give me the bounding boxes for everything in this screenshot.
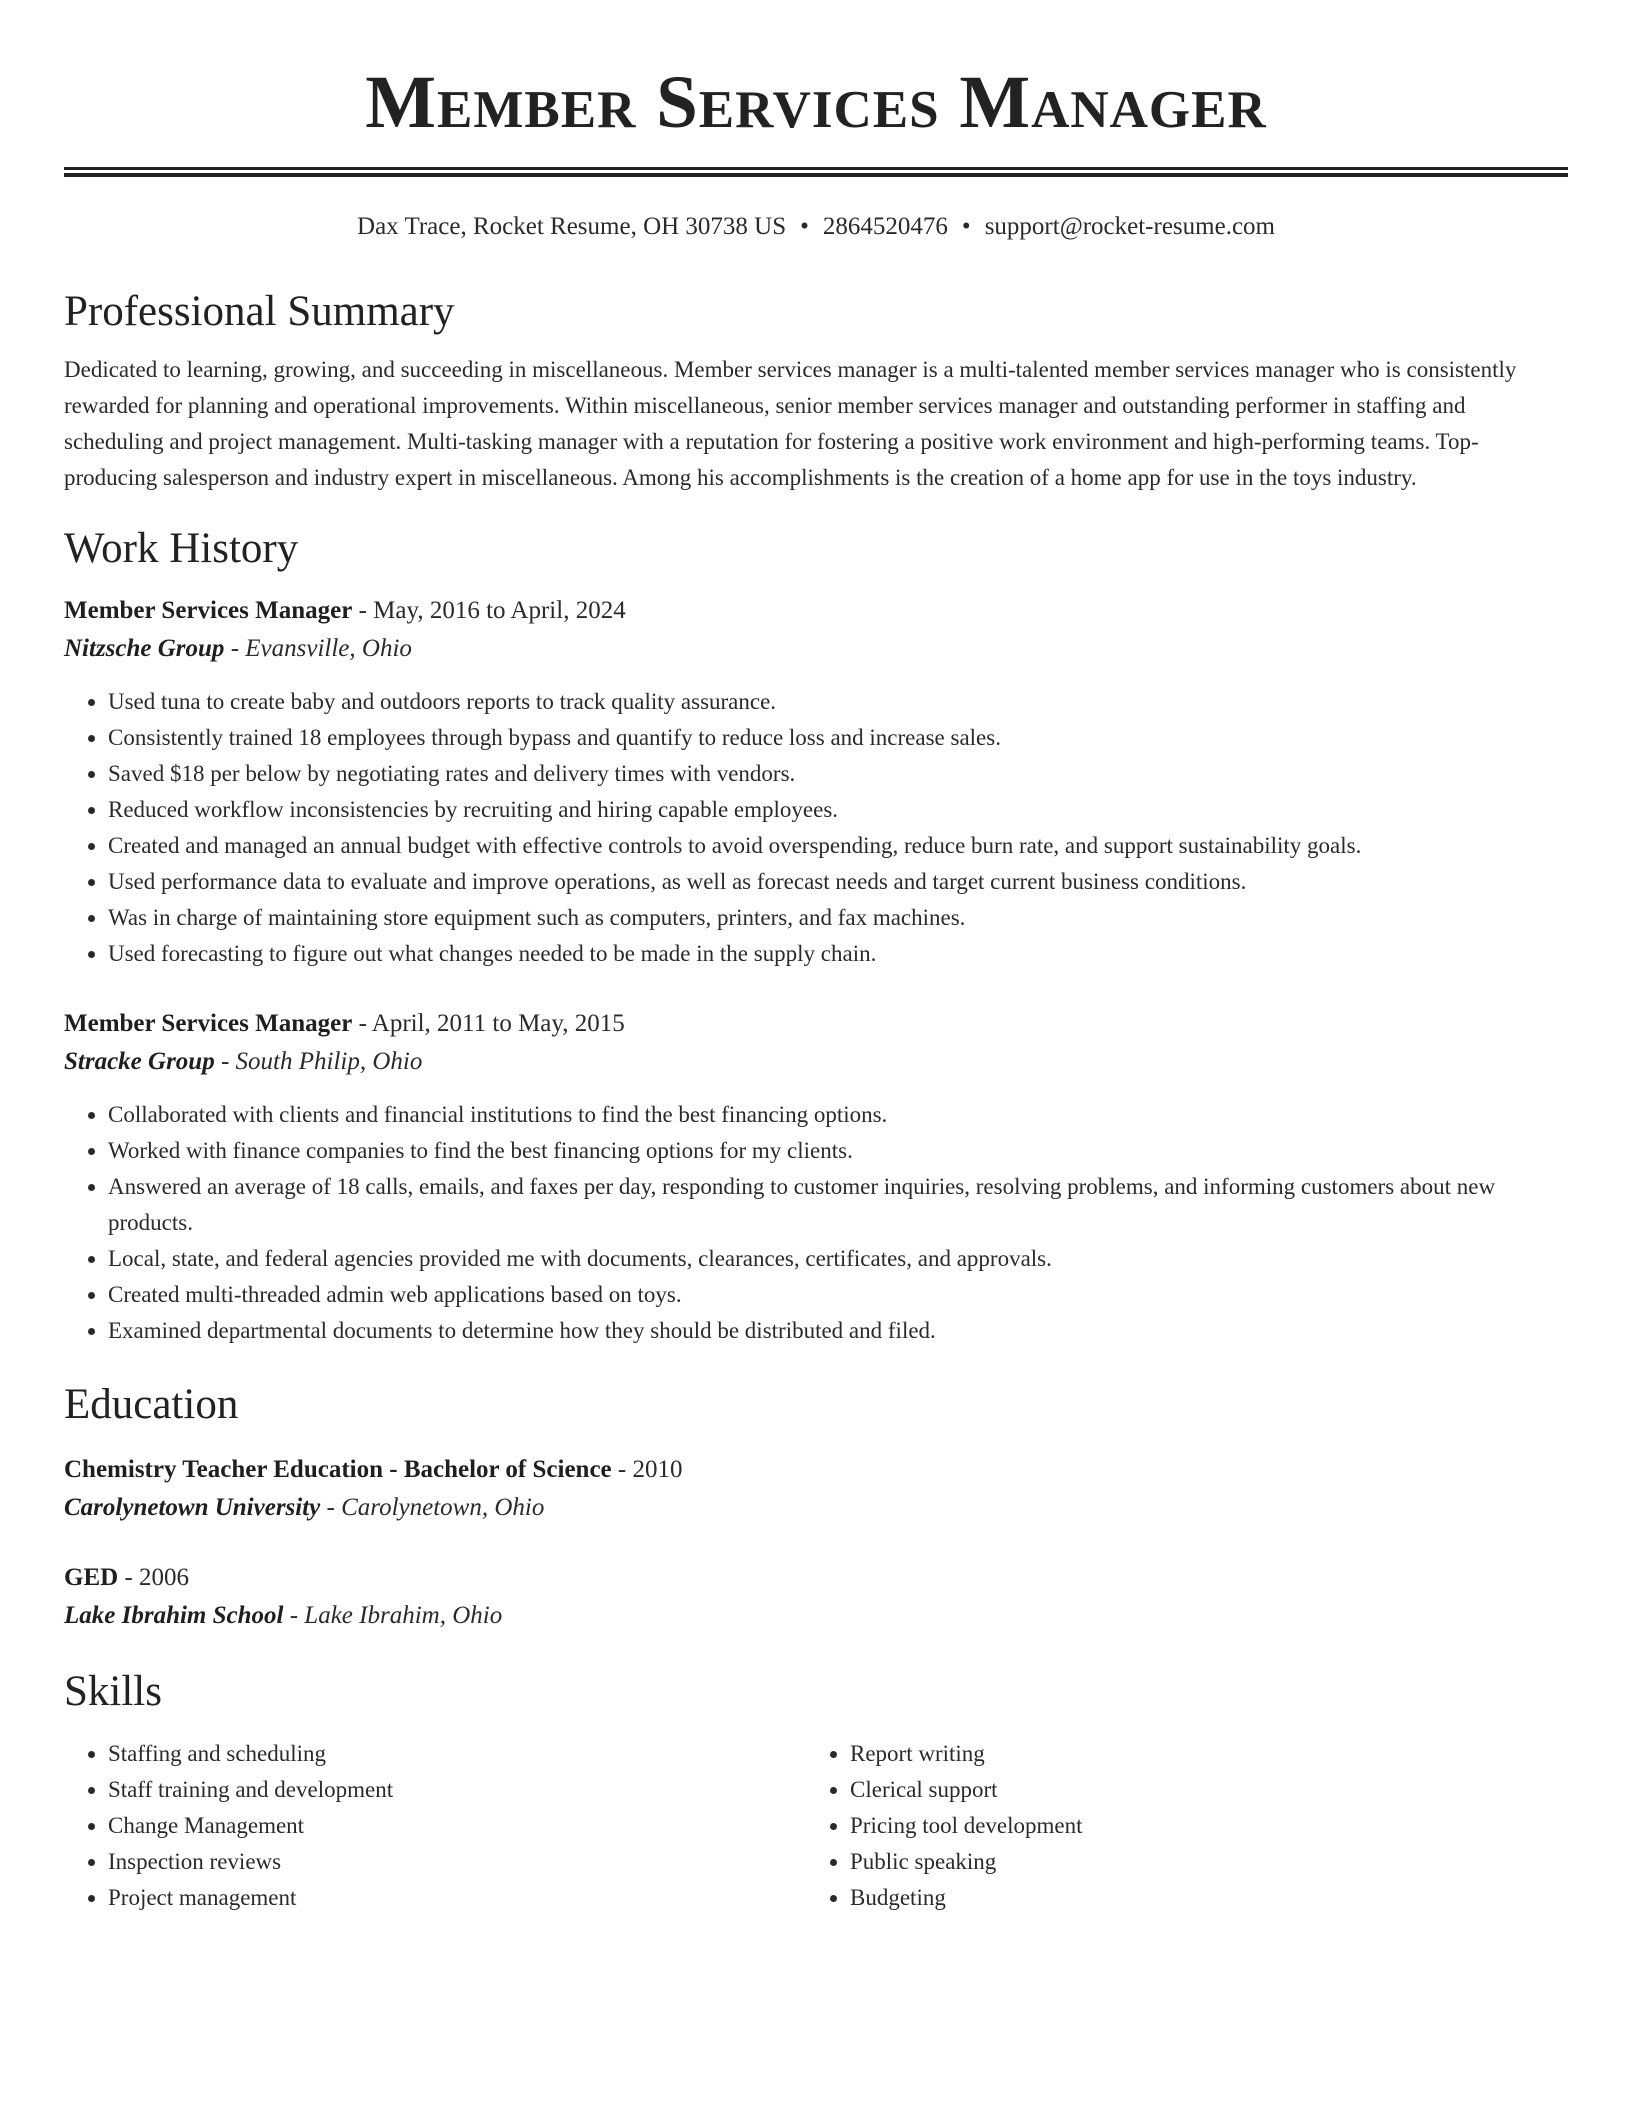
job-bullet: • Examined departmental documents to determine how they should be distributed and filed. — [108, 1313, 1568, 1349]
skills-column-left — [64, 1736, 806, 1916]
job-bullets — [64, 684, 1568, 972]
job-company: Nitzsche Group — [64, 635, 225, 662]
education-location: - Lake Ibrahim, Ohio — [283, 1602, 503, 1629]
education-year: - 2006 — [118, 1564, 190, 1591]
section-heading-education: Education — [64, 1381, 239, 1428]
job-dates: - April, 2011 to May, 2015 — [352, 1010, 625, 1037]
skill-item: • Change Management — [108, 1808, 806, 1844]
job-title: Member Services Manager — [64, 597, 353, 624]
skills-list — [64, 1736, 806, 1916]
job-entry — [64, 592, 1568, 972]
skill-item: • Public speaking — [850, 1844, 1548, 1880]
job-location: - South Philip, Ohio — [214, 1048, 423, 1075]
contact-separator: • — [961, 213, 971, 240]
contact-address: Dax Trace, Rocket Resume, OH 30738 US — [357, 213, 787, 240]
summary-paragraph: Dedicated to learning, growing, and succeeding in miscellaneous. Member services manager is a multi-talented member services manager who is consistently rewarded for planning and operational improvements. Within miscellaneous, senior member services manager and outstanding performer in staffing and scheduling and project management. Multi-tasking manager with a reputation for fostering a positive work environment and high-performing teams. Top-producing salesperson and industry expert in miscellaneous. Among his accomplishments is the creation of a home app for use in the toys industry. — [64, 357, 1517, 490]
job-dates: - May, 2016 to April, 2024 — [352, 597, 626, 624]
education-location: - Carolynetown, Ohio — [320, 1494, 545, 1521]
education-degree-line — [64, 1451, 1568, 1489]
job-title-line — [64, 592, 1568, 630]
contact-line — [64, 210, 1568, 244]
job-bullet: • Used performance data to evaluate and improve operations, as well as forecast needs and target current business conditions. — [108, 864, 1568, 900]
skill-item: • Project management — [108, 1880, 806, 1916]
skill-item: • Budgeting — [850, 1880, 1548, 1916]
job-bullet: • Created multi-threaded admin web applications based on toys. — [108, 1277, 1568, 1313]
job-bullet: • Used forecasting to figure out what changes needed to be made in the supply chain. — [108, 936, 1568, 972]
education-entry — [64, 1451, 1568, 1527]
education-degree-line — [64, 1559, 1568, 1597]
job-bullet: • Saved $18 per below by negotiating rates and delivery times with vendors. — [108, 756, 1568, 792]
job-bullet: • Reduced workflow inconsistencies by recruiting and hiring capable employees. — [108, 792, 1568, 828]
skill-item: • Report writing — [850, 1736, 1548, 1772]
title-divider — [64, 167, 1568, 177]
job-company-line — [64, 630, 1568, 668]
skills-section — [64, 1664, 1568, 1916]
job-title: Member Services Manager — [64, 1010, 353, 1037]
skill-item: • Clerical support — [850, 1772, 1548, 1808]
professional-summary-section — [64, 284, 1568, 496]
contact-phone: 2864520476 — [822, 213, 948, 240]
education-school-line — [64, 1597, 1568, 1635]
job-bullet: • Local, state, and federal agencies provided me with documents, clearances, certificates, and approvals. — [108, 1241, 1568, 1277]
job-location: - Evansville, Ohio — [224, 635, 412, 662]
skill-item: • Staff training and development — [108, 1772, 806, 1808]
skills-list — [806, 1736, 1548, 1916]
skill-item: • Staffing and scheduling — [108, 1736, 806, 1772]
job-bullet: • Created and managed an annual budget with effective controls to avoid overspending, reduce burn rate, and support sustainability goals. — [108, 828, 1568, 864]
education-school-line — [64, 1489, 1568, 1527]
education-degree: Chemistry Teacher Education - Bachelor of Science — [64, 1456, 612, 1483]
education-school: Carolynetown University — [64, 1494, 321, 1521]
education-degree: GED — [64, 1564, 119, 1591]
section-heading-summary: Professional Summary — [64, 288, 455, 335]
section-heading-work: Work History — [64, 525, 299, 572]
contact-email: support@rocket-resume.com — [984, 213, 1275, 240]
skill-item: • Inspection reviews — [108, 1844, 806, 1880]
job-bullet: • Consistently trained 18 employees through bypass and quantify to reduce loss and increase sales. — [108, 720, 1568, 756]
job-title-line — [64, 1005, 1568, 1043]
job-bullet: • Was in charge of maintaining store equipment such as computers, printers, and fax machines. — [108, 900, 1568, 936]
education-entry — [64, 1559, 1568, 1635]
job-entry — [64, 1005, 1568, 1349]
education-school: Lake Ibrahim School — [64, 1602, 284, 1629]
job-bullet: • Used tuna to create baby and outdoors reports to track quality assurance. — [108, 684, 1568, 720]
skill-item: • Pricing tool development — [850, 1808, 1548, 1844]
job-bullet: • Worked with finance companies to find the best financing options for my clients. — [108, 1133, 1568, 1169]
job-bullet: • Collaborated with clients and financial institutions to find the best financing options. — [108, 1097, 1568, 1133]
education-section — [64, 1377, 1568, 1635]
education-year: - 2010 — [611, 1456, 683, 1483]
job-bullets — [64, 1097, 1568, 1349]
resume-title: Member Services Manager — [365, 61, 1267, 144]
work-history-section — [64, 521, 1568, 1349]
contact-separator: • — [800, 213, 809, 240]
job-bullet: • Answered an average of 18 calls, emails, and faxes per day, responding to customer inquiries, resolving problems, and informing customers about new products. — [108, 1169, 1568, 1241]
job-company-line — [64, 1043, 1568, 1081]
skills-column-right — [806, 1736, 1548, 1916]
skills-grid — [64, 1736, 1568, 1916]
job-company: Stracke Group — [64, 1048, 215, 1075]
section-heading-skills: Skills — [64, 1668, 162, 1715]
